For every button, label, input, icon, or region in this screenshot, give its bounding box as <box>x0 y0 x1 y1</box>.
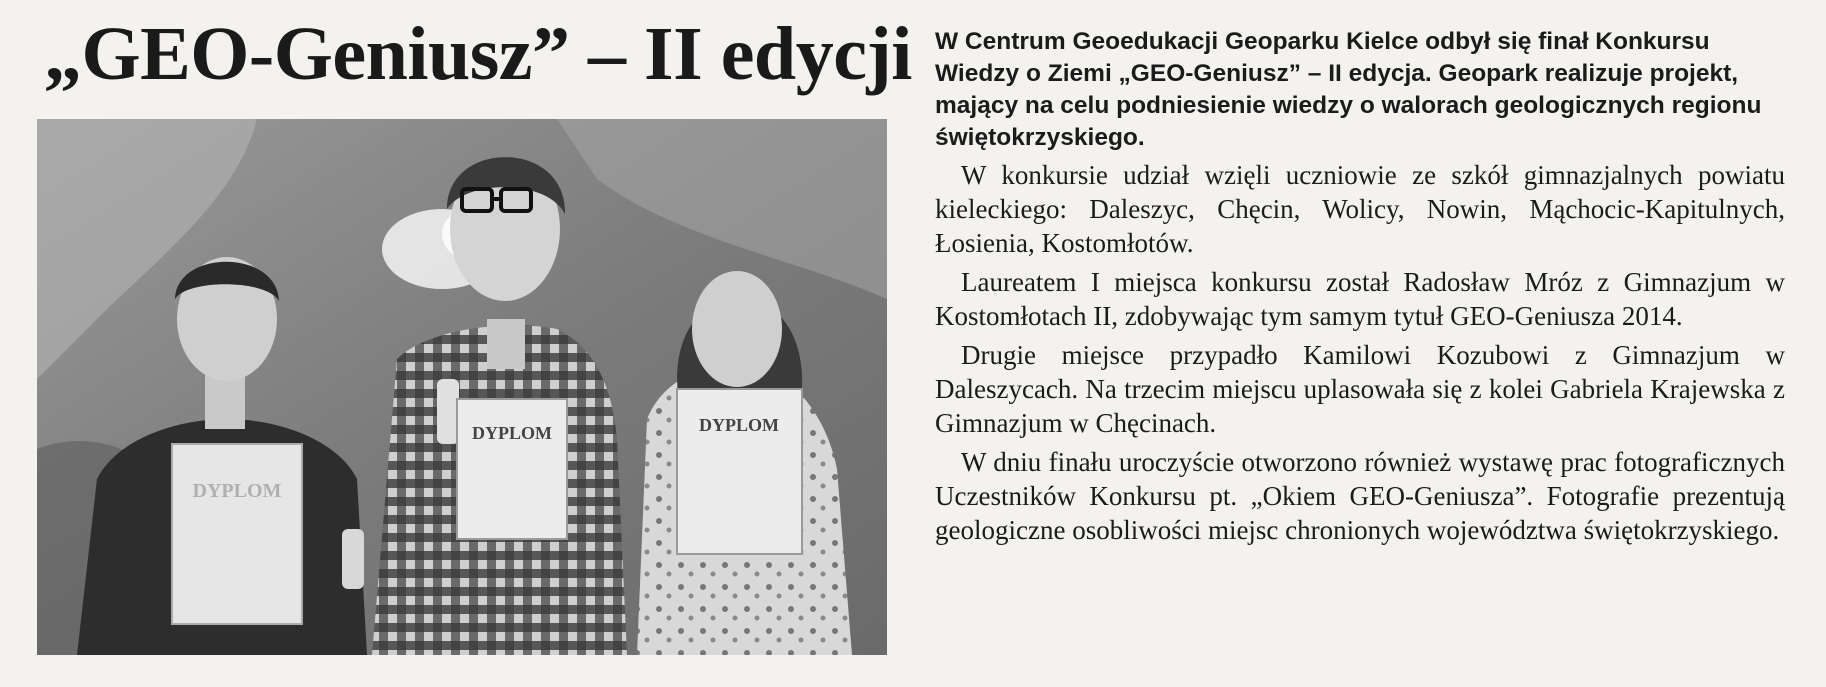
article-paragraph-1: W konkursie udział wzięli uczniowie ze szkół gimnazjalnych powiatu kieleckiego: Daleszyc, Chęcin, Wolicy, Nowin, Mąchocic-Kapitulnych, Łosienia, Kostomłotów. <box>935 160 1785 258</box>
diploma-1-label: DYPLOM <box>192 480 282 502</box>
photo-illustration <box>37 119 887 655</box>
headline: „GEO-Geniusz” – II edycji <box>44 12 912 96</box>
article-body <box>935 26 1785 547</box>
diploma-3-label: DYPLOM <box>699 415 779 435</box>
diploma-2-label: DYPLOM <box>472 423 552 443</box>
article-paragraph-2: Laureatem I miejsca konkursu został Radosław Mróz z Gimnazjum w Kostomłotach II, zdobywając tym samym tytuł GEO-Geniusza 2014. <box>935 267 1785 331</box>
article-paragraph-4: W dniu finału uroczyście otworzono również wystawę prac fotograficznych Uczestników Konkursu pt. „Okiem GEO-Geniusza”. Fotografie prezentują geologiczne osobliwości miejsc chronionych województwa świętokrzyskiego. <box>935 447 1785 545</box>
article-photo <box>37 119 887 655</box>
article-paragraph-3: Drugie miejsce przypadło Kamilowi Kozubowi z Gimnazjum w Daleszycach. Na trzecim miejscu uplasowała się z kolei Gabriela Krajewska z Gimnazjum w Chęcinach. <box>935 340 1785 438</box>
article-lead: W Centrum Geoedukacji Geoparku Kielce odbył się finał Konkursu Wiedzy o Ziemi „GEO-Geniusz” – II edycja. Geopark realizuje projekt, mający na celu podniesienie wiedzy o walorach geologicznych regionu świętokrzyskiego. <box>935 28 1762 151</box>
